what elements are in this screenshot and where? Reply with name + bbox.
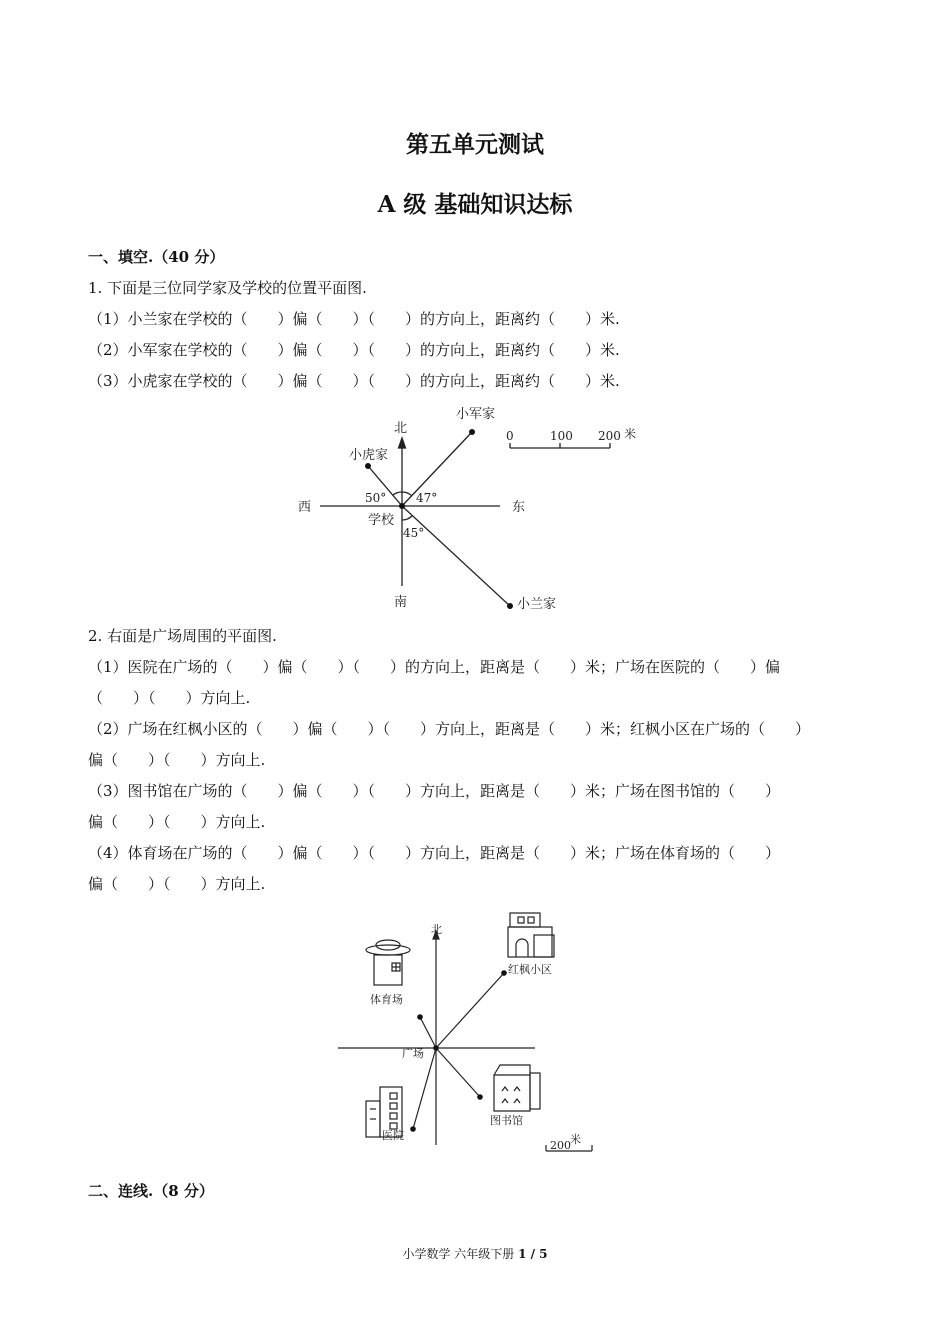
square-map-figure	[330, 905, 610, 1160]
q2-stem: 2. 右面是广场周围的平面图.	[88, 627, 277, 645]
line-to-hospital	[413, 1048, 436, 1129]
label-angle-se: 45°	[403, 526, 425, 540]
q2-line-7: （4）体育场在广场的（ ）偏（ ）（ ）方向上，距离是（ ）米；广场在体育场的（ ）	[88, 844, 781, 862]
map-label-stadium: 体育场	[370, 993, 403, 1006]
map-label-hospital: 医院	[382, 1129, 404, 1142]
page-footer	[0, 1245, 950, 1262]
q2-line-3: （2）广场在红枫小区的（ ）偏（ ）（ ）方向上，距离是（ ）米；红枫小区在广场的（ ）	[88, 720, 811, 738]
xiaojun-point	[469, 429, 475, 435]
page-subtitle: A 级 基础知识达标	[377, 191, 573, 218]
q1-item-3: （3）小虎家在学校的（ ）偏（ ）（ ）的方向上，距离约（ ）米.	[88, 372, 620, 390]
hongfeng-point	[501, 970, 507, 976]
q2-line-1: （1）医院在广场的（ ）偏（ ）（ ）的方向上，距离是（ ）米；广场在医院的（ ）偏	[88, 658, 781, 676]
map-label-square: 广场	[402, 1047, 424, 1060]
scale-label-100: 100	[550, 429, 573, 443]
hospital-point	[410, 1126, 416, 1132]
q1-item-1: （1）小兰家在学校的（ ）偏（ ）（ ）的方向上，距离约（ ）米.	[88, 310, 620, 328]
line-to-hongfeng	[436, 973, 504, 1048]
q1-item-2: （2）小军家在学校的（ ）偏（ ）（ ）的方向上，距离约（ ）米.	[88, 341, 620, 359]
label-south: 南	[394, 595, 408, 610]
angle-arc-ne	[402, 492, 412, 496]
scale-label-0: 0	[506, 429, 514, 443]
scale-unit: 米	[624, 427, 637, 441]
label-west: 西	[298, 500, 312, 515]
angle-arc-nw	[393, 492, 402, 495]
stadium-point	[417, 1014, 423, 1020]
line-to-library	[436, 1048, 480, 1097]
label-xiaojun: 小军家	[456, 407, 496, 422]
map-label-hongfeng: 红枫小区	[508, 963, 552, 976]
line-to-stadium	[420, 1017, 436, 1048]
footer-text: 小学数学 六年级下册	[402, 1247, 519, 1261]
library-building-icon	[494, 1065, 540, 1111]
line-to-xiaolan	[402, 506, 510, 606]
label-east: 东	[512, 500, 526, 515]
square-point	[433, 1045, 439, 1051]
label-xiaohu: 小虎家	[349, 448, 389, 463]
label-angle-ne: 47°	[416, 491, 438, 505]
page-number: 1 / 5	[518, 1247, 548, 1261]
label-north: 北	[394, 421, 408, 436]
label-angle-nw: 50°	[365, 491, 387, 505]
stadium-icon	[366, 940, 410, 985]
map-label-north: 北	[431, 923, 442, 936]
xiaohu-point	[365, 463, 371, 469]
q2-line-4: 偏（ ）（ ）方向上.	[88, 751, 266, 769]
xiaolan-point	[507, 603, 513, 609]
angle-arc-se	[402, 516, 412, 520]
label-school: 学校	[368, 513, 395, 528]
q2-line-5: （3）图书馆在广场的（ ）偏（ ）（ ）方向上，距离是（ ）米；广场在图书馆的（ ）	[88, 782, 781, 800]
school-point	[399, 503, 405, 509]
north-arrow-icon	[399, 438, 406, 448]
page-title: 第五单元测试	[406, 131, 544, 158]
section1-heading: 一、填空.（40 分）	[88, 248, 225, 266]
scale-label-200: 200	[598, 429, 621, 443]
q2-line-2: （ ）（ ）方向上.	[88, 689, 251, 707]
q1-stem: 1. 下面是三位同学家及学校的位置平面图.	[88, 279, 367, 297]
section2-heading: 二、连线.（8 分）	[88, 1182, 214, 1200]
q2-line-8: 偏（ ）（ ）方向上.	[88, 875, 266, 893]
q2-line-6: 偏（ ）（ ）方向上.	[88, 813, 266, 831]
map-label-library: 图书馆	[490, 1114, 523, 1127]
label-xiaolan: 小兰家	[517, 597, 557, 612]
map-scale-value: 200	[550, 1139, 571, 1152]
library-point	[477, 1094, 483, 1100]
hongfeng-building-icon	[508, 913, 554, 957]
school-location-figure	[290, 400, 650, 620]
map-scale-unit: 米	[570, 1133, 581, 1146]
